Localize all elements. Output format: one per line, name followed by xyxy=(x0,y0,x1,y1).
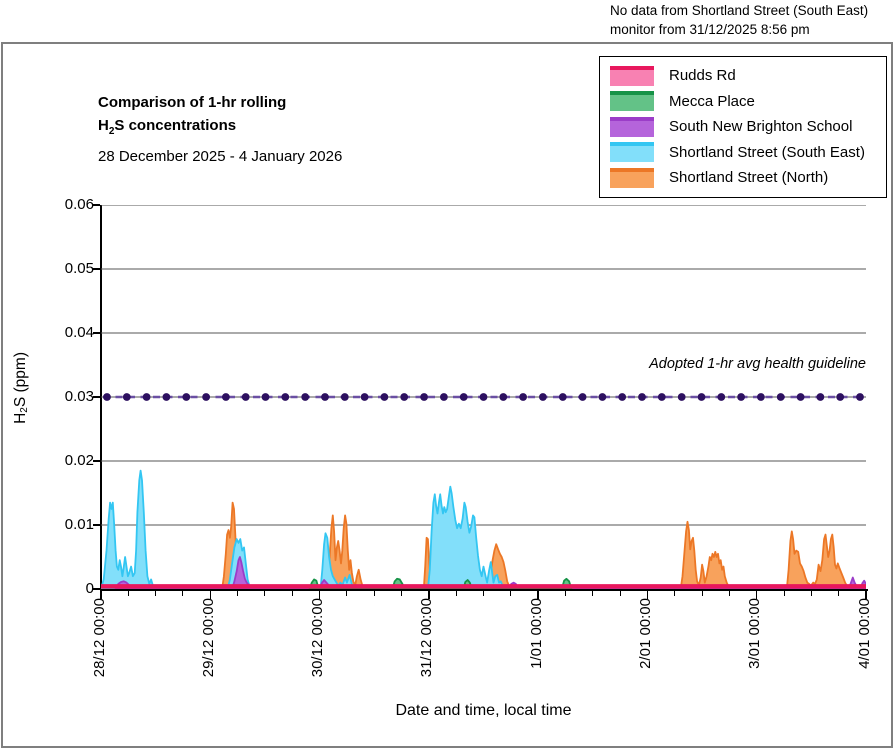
y-axis-tick xyxy=(93,332,100,334)
chart-subtitle: 28 December 2025 - 4 January 2026 xyxy=(98,148,343,165)
legend-item-shortland-street-north xyxy=(610,165,882,191)
guideline-marker xyxy=(856,393,864,401)
x-axis-minor-tick xyxy=(702,591,703,596)
y-tick-label: 0.03 xyxy=(64,388,94,405)
guideline-marker xyxy=(242,393,250,401)
guideline-marker xyxy=(262,393,270,401)
legend-swatch-shortland-street-south-east xyxy=(610,142,654,162)
y-tick-label: 0 xyxy=(85,580,94,597)
legend-label-south-new-brighton-school: South New Brighton School xyxy=(669,118,853,136)
x-axis-minor-tick xyxy=(811,591,812,596)
guideline-marker xyxy=(321,393,329,401)
guideline-marker xyxy=(222,393,230,401)
y-axis-tick xyxy=(93,268,100,270)
no-data-note xyxy=(610,2,868,40)
y-axis-tick xyxy=(93,204,100,206)
guideline-marker xyxy=(163,393,171,401)
guideline-marker xyxy=(777,393,785,401)
legend-box xyxy=(599,56,887,198)
x-tick-label: 28/12 00:00 xyxy=(90,598,108,678)
guideline-marker xyxy=(678,393,686,401)
y-tick-label: 0.06 xyxy=(64,196,94,213)
guideline-marker xyxy=(420,393,428,401)
guideline-marker xyxy=(836,393,844,401)
guideline-marker xyxy=(440,393,448,401)
legend-item-mecca-place xyxy=(610,89,882,115)
x-axis-minor-tick xyxy=(264,591,265,596)
legend-swatch-south-new-brighton-school xyxy=(610,117,654,137)
y-axis-tick xyxy=(93,524,100,526)
guideline-marker xyxy=(519,393,527,401)
guideline-marker xyxy=(757,393,765,401)
x-axis-minor-tick xyxy=(784,591,785,596)
guideline-marker xyxy=(143,393,151,401)
no-data-note-line1: No data from Shortland Street (South East) xyxy=(610,3,869,18)
x-tick-label: 1/01 00:00 xyxy=(527,598,545,669)
guideline-marker xyxy=(698,393,706,401)
guideline-marker xyxy=(281,393,289,401)
guideline-marker xyxy=(559,393,567,401)
guideline-marker xyxy=(182,393,190,401)
y-axis-title: $H_2S$ (ppm) xyxy=(12,352,31,424)
guideline-marker xyxy=(480,393,488,401)
x-tick-label: 29/12 00:00 xyxy=(199,598,217,678)
legend-item-shortland-street-south-east xyxy=(610,140,882,166)
x-axis-minor-tick xyxy=(510,591,511,596)
series-shortland-street-south-east xyxy=(101,471,504,589)
x-tick-label: 4/01 00:00 xyxy=(855,598,873,669)
chart-title xyxy=(98,92,286,139)
guideline-marker xyxy=(499,393,507,401)
y-tick-label: 0.02 xyxy=(64,452,94,469)
guideline-marker xyxy=(717,393,725,401)
x-tick-label: 3/01 00:00 xyxy=(746,598,764,669)
legend-label-rudds-rd: Rudds Rd xyxy=(669,67,736,85)
x-tick-label: 2/01 00:00 xyxy=(636,598,654,669)
legend-item-rudds-rd xyxy=(610,63,882,89)
y-axis-tick xyxy=(93,460,100,462)
guideline-marker xyxy=(817,393,825,401)
x-axis-minor-tick xyxy=(155,591,156,596)
guideline-marker xyxy=(301,393,309,401)
x-axis-minor-tick xyxy=(346,591,347,596)
legend-swatch-rudds-rd xyxy=(610,66,654,86)
x-axis-minor-tick xyxy=(128,591,129,596)
guideline-marker xyxy=(361,393,369,401)
series-shortland-street-north xyxy=(222,503,849,589)
chart-title-line1: Comparison of 1-hr rolling xyxy=(98,94,287,111)
legend-item-south-new-brighton-school xyxy=(610,114,882,140)
x-axis-minor-tick xyxy=(237,591,238,596)
guideline-marker xyxy=(579,393,587,401)
chart-title-line2: $H_2S$ concentrations xyxy=(98,116,237,137)
legend-swatch-shortland-street-north xyxy=(610,168,654,188)
y-tick-label: 0.04 xyxy=(64,324,94,341)
x-axis-minor-tick xyxy=(456,591,457,596)
x-tick-label: 30/12 00:00 xyxy=(309,598,327,678)
x-axis-title: Date and time, local time xyxy=(395,702,572,719)
guideline-marker xyxy=(638,393,646,401)
no-data-note-line2: monitor from 31/12/2025 8:56 pm xyxy=(610,21,810,37)
x-axis-minor-tick xyxy=(838,591,839,596)
x-axis-minor-tick xyxy=(292,591,293,596)
guideline-marker xyxy=(460,393,468,401)
x-axis-minor-tick xyxy=(483,591,484,596)
legend-label-shortland-street-south-east: Shortland Street (South East) xyxy=(669,143,865,161)
y-axis-tick xyxy=(93,588,100,590)
guideline-marker xyxy=(400,393,408,401)
y-axis-tick xyxy=(93,396,100,398)
guideline-marker xyxy=(539,393,547,401)
guideline-marker xyxy=(599,393,607,401)
guideline-label: Adopted 1-hr avg health guideline xyxy=(649,356,866,372)
x-axis-minor-tick xyxy=(729,591,730,596)
x-tick-label: 31/12 00:00 xyxy=(418,598,436,678)
guideline-marker xyxy=(202,393,210,401)
guideline-marker xyxy=(658,393,666,401)
guideline-marker xyxy=(381,393,389,401)
x-axis-minor-tick xyxy=(592,591,593,596)
x-axis-minor-tick xyxy=(374,591,375,596)
guideline-marker xyxy=(123,393,131,401)
x-axis-minor-tick xyxy=(620,591,621,596)
x-axis-minor-tick xyxy=(182,591,183,596)
plot-area xyxy=(101,205,866,589)
x-axis-minor-tick xyxy=(401,591,402,596)
guideline-marker xyxy=(797,393,805,401)
guideline-marker xyxy=(341,393,349,401)
guideline-marker xyxy=(737,393,745,401)
guideline-marker xyxy=(618,393,626,401)
y-tick-label: 0.05 xyxy=(64,260,94,277)
guideline-marker xyxy=(103,393,111,401)
legend-label-shortland-street-north: Shortland Street (North) xyxy=(669,169,829,187)
x-axis-line xyxy=(100,589,868,591)
x-axis-minor-tick xyxy=(565,591,566,596)
legend-label-mecca-place: Mecca Place xyxy=(669,92,755,110)
y-tick-label: 0.01 xyxy=(64,516,94,533)
x-axis-minor-tick xyxy=(674,591,675,596)
legend-swatch-mecca-place xyxy=(610,91,654,111)
